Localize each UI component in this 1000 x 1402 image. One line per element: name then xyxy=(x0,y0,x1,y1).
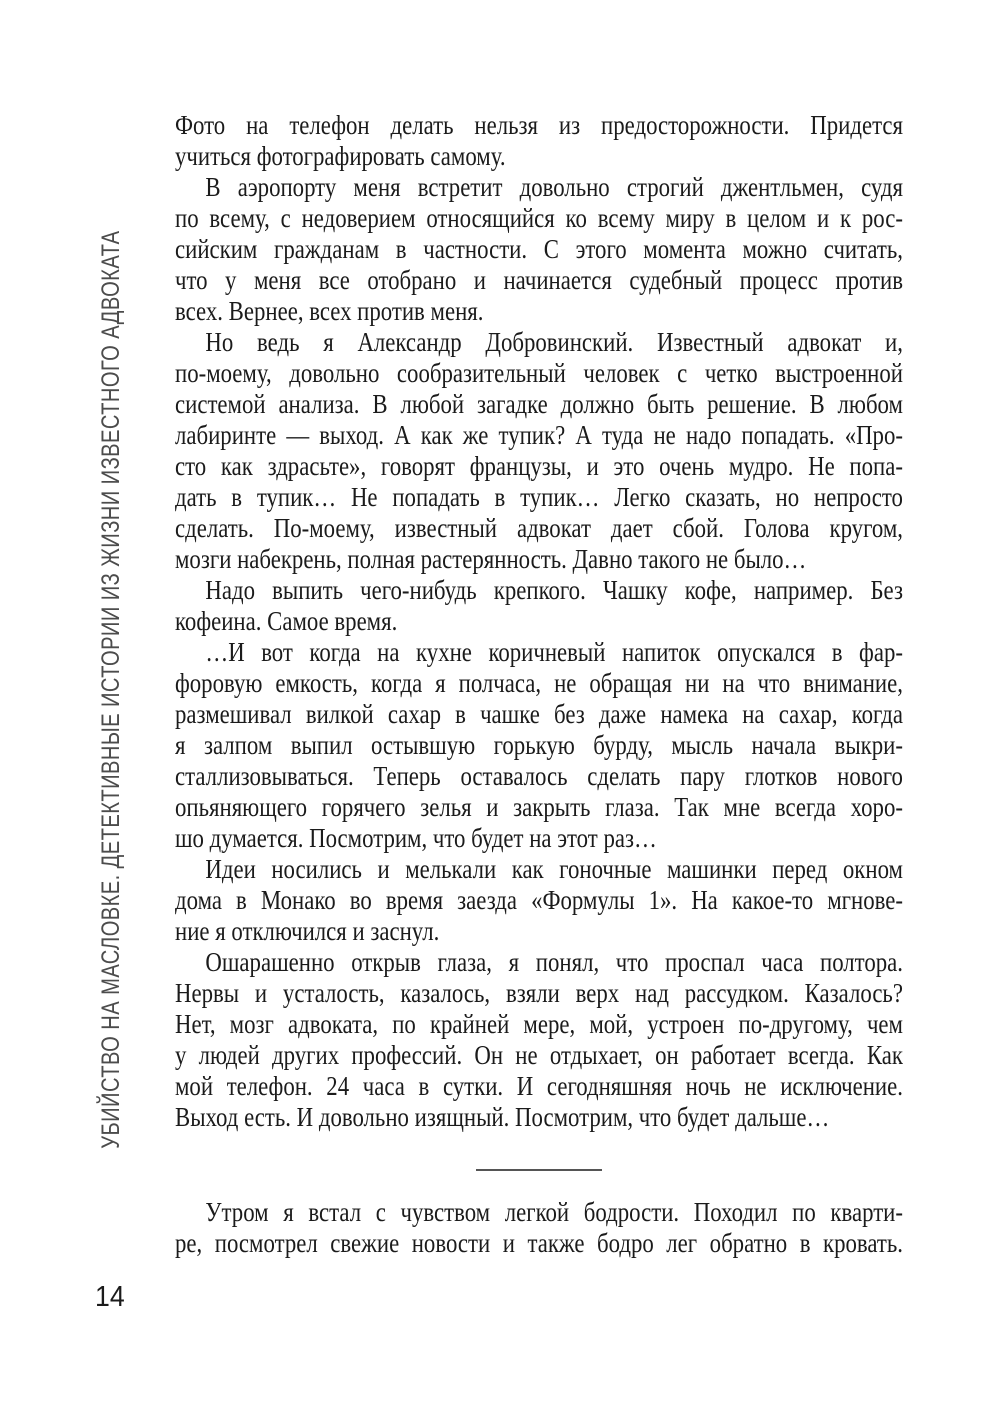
paragraph xyxy=(175,575,903,637)
paragraph xyxy=(175,110,903,172)
paragraph xyxy=(175,854,903,947)
text-line: Надо выпить чего-нибудь крепкого. Чашку кофе, например. Без xyxy=(205,575,903,605)
sidebar-running-title: УБИЙСТВО НА МАСЛОВКЕ. ДЕТЕКТИВНЫЕ ИСТОРИИ ИЗ ЖИЗНИ ИЗВЕСТНОГО АДВОКАТА xyxy=(97,230,125,1149)
text-line: лабиринте — выход. А как же тупик? А туда не надо попадать. «Про- xyxy=(175,420,903,450)
text-line: учиться фотографировать самому. xyxy=(175,141,506,171)
text-line: Нервы и усталость, казалось, взяли верх над рассудком. Казалось? xyxy=(175,978,903,1008)
text-line: мозги набекрень, полная растерянность. Давно такого не было… xyxy=(175,544,807,574)
text-line: у людей других профессий. Он не отдыхает, он работает всегда. Как xyxy=(175,1040,903,1070)
paragraph xyxy=(175,172,903,327)
text-line: сто как здрасьте», говорят французы, и это очень мудро. Не попа- xyxy=(175,451,903,481)
text-line: я залпом выпил остывшую горькую бурду, мысль начала выкри- xyxy=(175,730,903,760)
paragraph xyxy=(175,947,903,1133)
page-number: 14 xyxy=(95,1281,125,1313)
text-line: по-моему, довольно сообразительный человек с четко выстроенной xyxy=(175,358,903,388)
text-line: шо думается. Посмотрим, что будет на этот раз… xyxy=(175,823,657,853)
text-line: …И вот когда на кухне коричневый напиток опускался в фар- xyxy=(205,637,903,667)
text-line: по всему, с недоверием относящийся ко всему миру в целом и к рос- xyxy=(175,203,903,233)
text-line: кофеина. Самое время. xyxy=(175,606,398,636)
text-line: Ошарашенно открыв глаза, я понял, что проспал часа полтора. xyxy=(205,947,903,977)
text-line: что у меня все отобрано и начинается судебный процесс против xyxy=(175,265,903,295)
section-divider xyxy=(175,1133,903,1197)
text-line: ре, посмотрел свежие новости и также бодро лег обратно в кровать. xyxy=(175,1228,903,1258)
text-line: Нет, мозг адвоката, по крайней мере, мой, устроен по-другому, чем xyxy=(175,1009,903,1039)
text-line: сийским гражданам в частности. С этого момента можно считать, xyxy=(175,234,903,264)
text-line: Идеи носились и мелькали как гоночные машинки перед окном xyxy=(205,854,903,884)
text-line: ние я отключился и заснул. xyxy=(175,916,440,946)
text-line: Утром я встал с чувством легкой бодрости. Походил по кварти- xyxy=(205,1197,903,1227)
text-line: сталлизовываться. Теперь оставалось сделать пару глотков нового xyxy=(175,761,903,791)
paragraph xyxy=(175,327,903,575)
text-line: дать в тупик… Не попадать в тупик… Легко сказать, но непросто xyxy=(175,482,903,512)
text-line: Выход есть. И довольно изящный. Посмотрим, что будет дальше… xyxy=(175,1102,830,1132)
text-line: опьяняющего горячего зелья и закрыть глаза. Так мне всегда хоро- xyxy=(175,792,903,822)
text-line: Но ведь я Александр Добровинский. Известный адвокат и, xyxy=(205,327,903,357)
text-line: дома в Монако во время заезда «Формулы 1». На какое-то мгнове- xyxy=(175,885,903,915)
text-line: сделать. По-моему, известный адвокат дает сбой. Голова кругом, xyxy=(175,513,903,543)
text-line: В аэропорту меня встретит довольно строгий джентльмен, судя xyxy=(205,172,903,202)
text-line: мой телефон. 24 часа в сутки. И сегодняшняя ночь не исключение. xyxy=(175,1071,903,1101)
paragraph xyxy=(175,637,903,854)
text-line: Фото на телефон делать нельзя из предосторожности. Придется xyxy=(175,110,903,140)
text-line: размешивал вилкой сахар в чашке без даже намека на сахар, когда xyxy=(175,699,903,729)
paragraph xyxy=(175,1197,903,1259)
divider-line xyxy=(476,1169,602,1171)
text-line: системой анализа. В любой загадке должно быть решение. В любом xyxy=(175,389,903,419)
text-line: всех. Вернее, всех против меня. xyxy=(175,296,484,326)
body-text-column xyxy=(175,110,903,1259)
text-line: форовую емкость, когда я полчаса, не обращая ни на что внимание, xyxy=(175,668,903,698)
